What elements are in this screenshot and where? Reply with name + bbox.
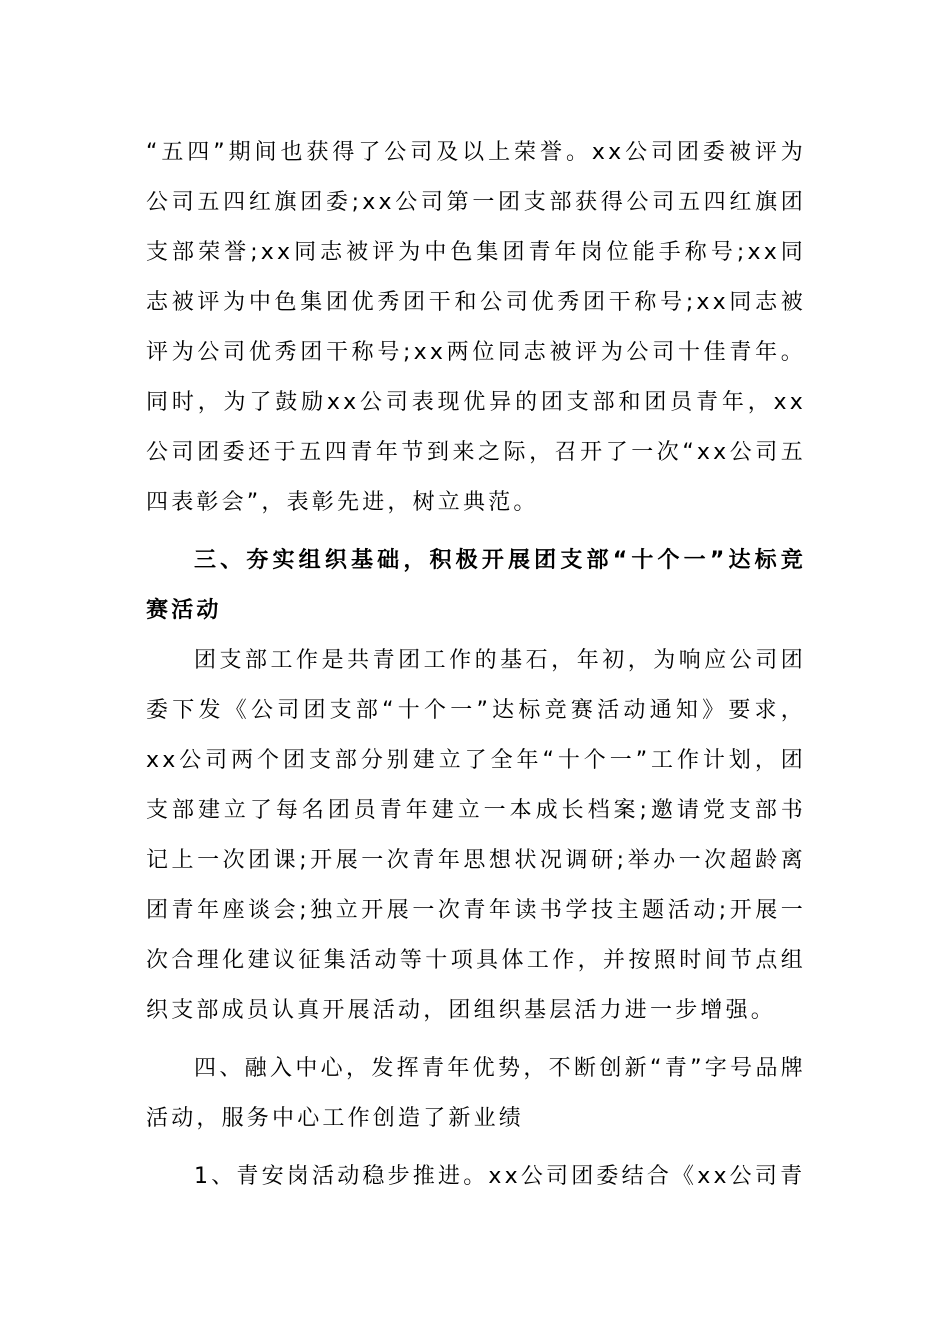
document-page [146,128,806,1202]
section-heading-four: 四、融入中心，发挥青年优势，不断创新“青”字号品牌活动，服务中心工作创造了新业绩 [146,1056,806,1131]
paragraph-branch-work: 团支部工作是共青团工作的基石，年初，为响应公司团委下发《公司团支部“十个一”达标竞赛活动通知》要求，xx公司两个团支部分别建立了全年“十个一”工作计划，团支部建立了每名团员青年建立一本成长档案;邀请党支部书记上一次团课;开展一次青年思想状况调研;举办一次超龄离团青年座谈会;独立开展一次青年读书学技主题活动;开展一次合理化建议征集活动等十项具体工作，并按照时间节点组织支部成员认真开展活动，团组织基层活力进一步增强。 [146,648,806,1023]
section-heading-three: 三、夯实组织基础，积极开展团支部“十个一”达标竞赛活动 [146,548,806,623]
paragraph-safety-post: 1、青安岗活动稳步推进。xx公司团委结合《xx公司青 [194,1164,806,1189]
paragraph-honors: “五四”期间也获得了公司及以上荣誉。xx公司团委被评为公司五四红旗团委;xx公司第一团支部获得公司五四红旗团支部荣誉;xx同志被评为中色集团青年岗位能手称号;xx同志被评为中色集团优秀团干和公司优秀团干称号;xx同志被评为公司优秀团干称号;xx两位同志被评为公司十佳青年。同时，为了鼓励xx公司表现优异的团支部和团员青年，xx公司团委还于五四青年节到来之际，召开了一次“xx公司五四表彰会”，表彰先进，树立典范。 [146,140,806,515]
